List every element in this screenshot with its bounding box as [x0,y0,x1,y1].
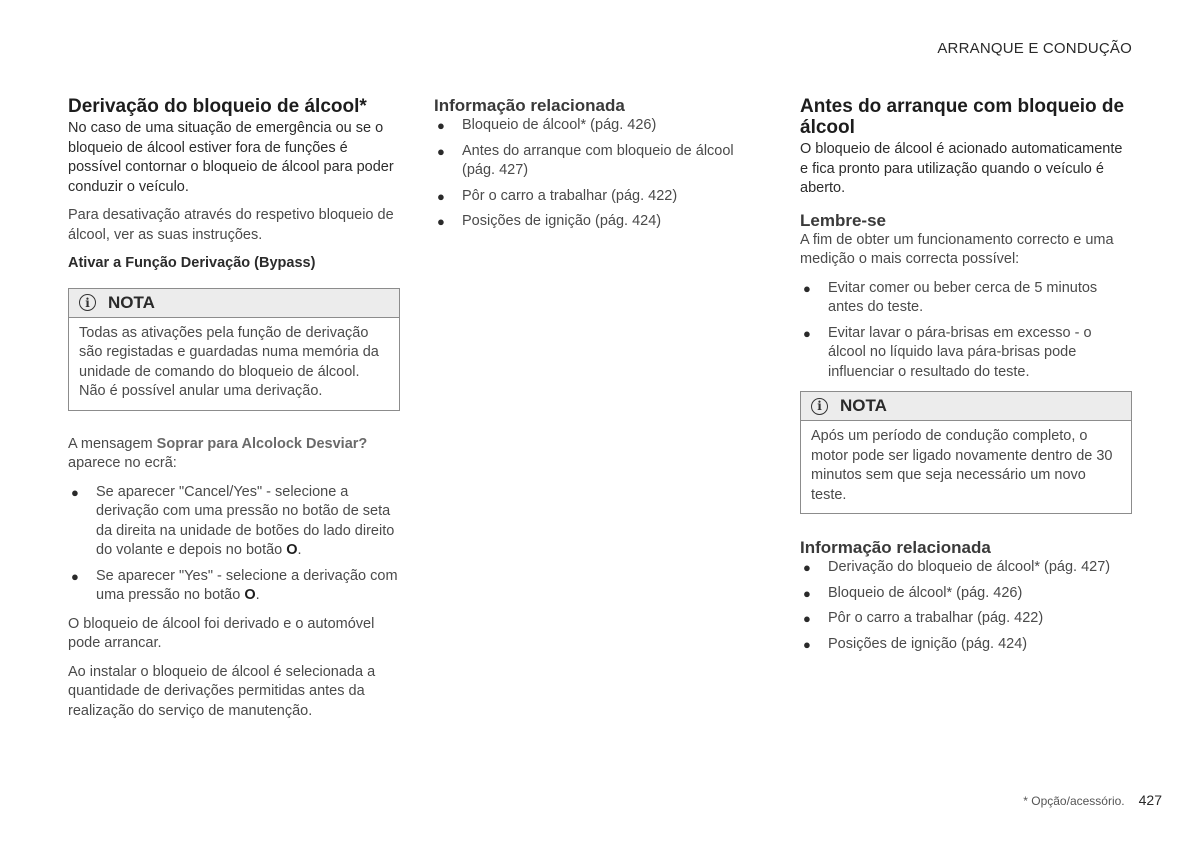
related-info-title: Informação relacionada [434,96,625,115]
nota-title: NOTA [108,292,155,312]
list-item-end: . [297,542,302,558]
bullet-dot: ● [803,280,811,296]
page-number: 427 [1138,792,1162,808]
deactivation-paragraph: Para desativação através do respetivo bloqueio de álcool, ver as suas instruções. [68,207,394,243]
message-highlight: Soprar para Alcolock Desviar? [156,435,368,452]
list-item [800,324,1132,383]
related-link[interactable] [434,142,764,181]
related-link-text[interactable]: Pôr o carro a trabalhar (pág. 422) [462,187,678,204]
section-header: ARRANQUE E CONDUÇÃO [937,40,1132,57]
column-antes-arranque [800,96,1132,663]
nota-title: NOTA [840,396,887,415]
bullet-dot: ● [437,214,445,229]
bullet-dot: ● [803,611,811,626]
list-item [800,279,1132,318]
column-derivacao [68,96,400,730]
nota-body: Após um período de condução completo, o motor pode ser ligado novamente dentro de 30 minutos sem que seja necessário um novo teste. [811,428,1113,503]
related-link[interactable] [434,187,764,207]
bullet-dot: ● [803,560,811,575]
related-link[interactable] [800,609,1132,629]
related-link-text[interactable]: Derivação do bloqueio de álcool* (pág. 427) [828,559,1111,575]
bullet-dot: ● [71,484,79,500]
list-item-text: Evitar lavar o pára-brisas em excesso - o álcool no líquido lava pára-brisas pode influenciar o resultado do teste. [828,324,1092,380]
related-links-list [434,116,764,232]
related-link-text[interactable]: Bloqueio de álcool* (pág. 426) [828,584,1023,601]
message-after: aparece no ecrã: [68,455,177,471]
message-before: A mensagem [68,435,157,452]
related-link-text[interactable]: Antes do arranque com bloqueio de álcool (pág. 427) [462,142,734,178]
intro-paragraph: No caso de uma situação de emergência ou se o bloqueio de álcool estiver fora de funções é possível contornar o bloqueio de álcool para poder conduzir o veículo. [68,120,394,195]
related-link-text[interactable]: Pôr o carro a trabalhar (pág. 422) [828,610,1044,626]
related-link[interactable] [434,116,764,136]
nota-header [801,392,1131,421]
install-paragraph: Ao instalar o bloqueio de álcool é selecionada a quantidade de derivações permitidas antes da realização do serviço de manutenção. [68,663,376,719]
related-info-title: Informação relacionada [800,538,991,557]
related-links-list [800,558,1132,654]
bullet-dot: ● [803,636,811,652]
related-link[interactable] [800,558,1132,578]
list-item-text: Se aparecer "Yes" - selecione a derivação com uma pressão no botão [96,567,398,603]
section-title-derivacao: Derivação do bloqueio de álcool* [68,96,367,117]
remember-title: Lembre-se [800,210,886,230]
related-link-text[interactable]: Bloqueio de álcool* (pág. 426) [462,117,657,133]
bullet-dot: ● [437,188,445,204]
list-item-text: Evitar comer ou beber cerca de 5 minutos antes do teste. [828,279,1098,315]
related-link-text[interactable]: Posições de ignição (pág. 424) [828,635,1028,652]
nota-box [800,391,1132,514]
bullet-dot: ● [803,585,811,601]
bullet-dot: ● [803,325,811,341]
remember-list [800,279,1132,383]
list-item-end: . [255,587,260,603]
nota-box [68,288,400,411]
info-icon: i [811,398,828,415]
related-link-text[interactable]: Posições de ignição (pág. 424) [462,213,662,229]
remember-paragraph: A fim de obter um funcionamento correcto e uma medição o mais correcta possível: [800,231,1114,267]
list-item [68,483,400,561]
message-paragraph [68,435,400,474]
derived-paragraph: O bloqueio de álcool foi derivado e o automóvel pode arrancar. [68,615,375,651]
info-icon: i [79,294,96,311]
list-item [68,567,400,606]
footnote: * Opção/acessório. [1023,794,1125,808]
bullet-dot: ● [437,143,445,159]
bypass-steps-list [68,483,400,606]
section-title-antes: Antes do arranque com bloqueio de álcool [800,96,1125,138]
related-link[interactable] [800,584,1132,604]
nota-body: Todas as ativações pela função de derivação são registadas e guardadas numa memória da unidade de comando do bloqueio de álcool. Não é possível anular uma derivação. [79,324,379,399]
bypass-heading: Ativar a Função Derivação (Bypass) [68,255,316,271]
column-related-info [434,96,764,241]
bullet-dot: ● [437,118,445,133]
page-footer [1023,792,1162,808]
button-key: O [286,542,298,558]
related-link[interactable] [434,212,764,232]
related-link[interactable] [800,635,1132,655]
button-key: O [244,587,256,603]
intro-paragraph: O bloqueio de álcool é acionado automaticamente e fica pronto para utilização quando o veículo é aberto. [800,141,1123,196]
bullet-dot: ● [71,568,79,584]
list-item-text: Se aparecer "Cancel/Yes" - selecione a derivação com uma pressão no botão de seta da direita na unidade de botões do lado direito do volante e depois no botão [96,483,395,558]
nota-header [69,289,399,318]
